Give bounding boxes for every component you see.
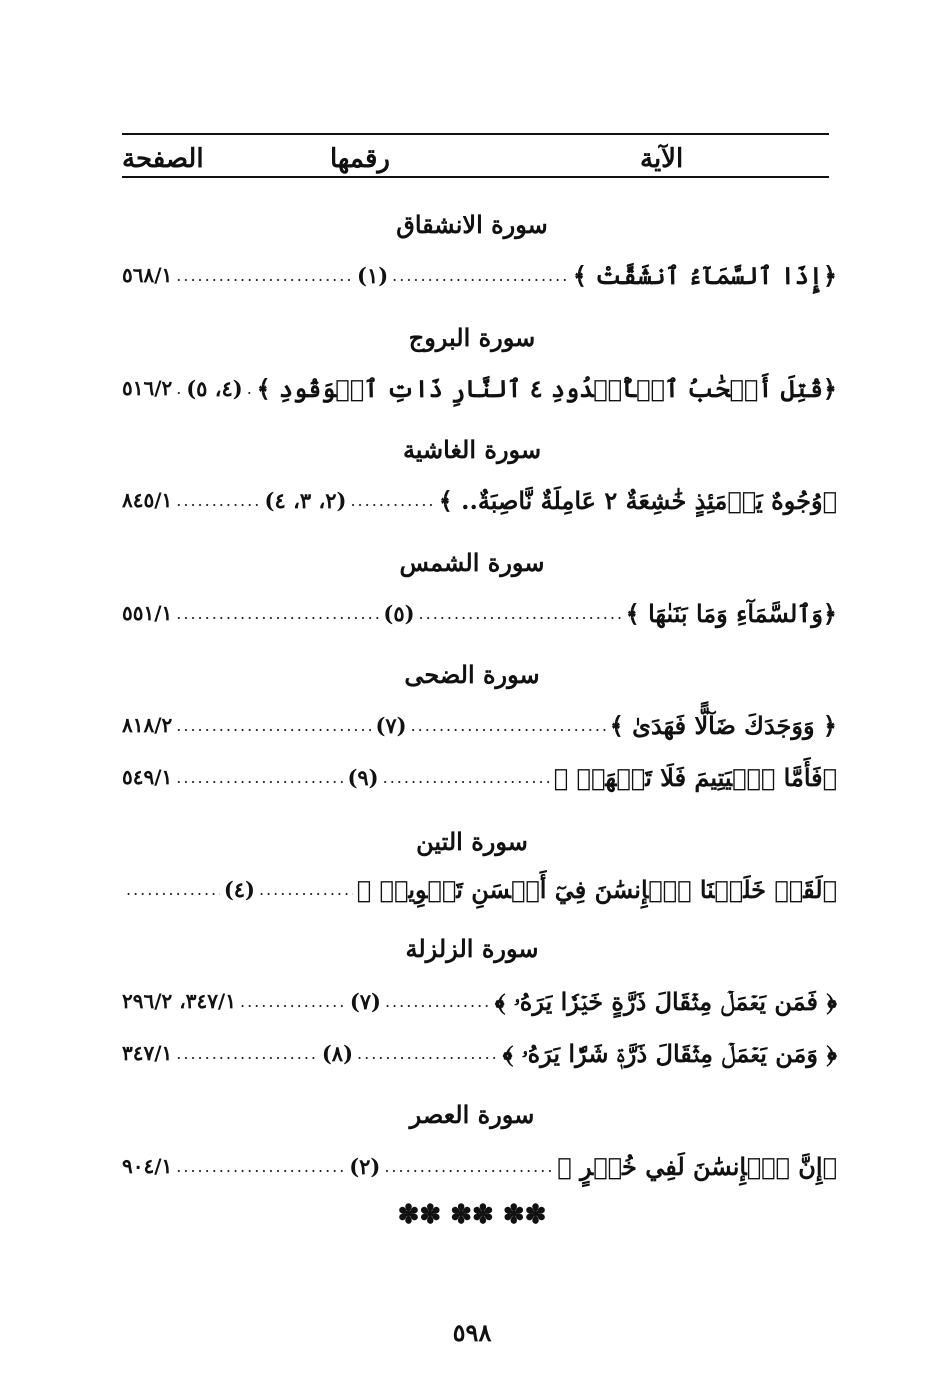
verse-text: ﴿فَأَمَّا ٱلۡيَتِيمَ فَلَا تَقۡهَرۡ ﴾ [553,762,838,792]
verse-number: (٢، ٣، ٤) [264,487,347,513]
index-row [122,871,837,907]
leader-dots [176,491,260,510]
verse-text: ﴿إِنَّ ٱلۡإِنسَٰنَ لَفِي خُسۡرٍ ﴾ [557,1151,837,1181]
verse-text: ﴿وُجُوهٌ يَوۡمَئِذٍ خَٰشِعَةٌ ٢ عَامِلَةٌ نَّاصِبَةٌ.. ﴾ [438,485,837,515]
verse-text: ﴿ وَمَن يَعۡمَلۡ مِثۡقَالَ ذَرَّةٖ شَرّٗا يَرَهُۥ ﴾ [502,1038,837,1068]
index-row [122,595,837,631]
verse-number: (٢) [349,1153,381,1179]
leader-dots [176,1157,345,1176]
index-row [122,1148,837,1184]
column-header-page: الصفحة [122,144,204,174]
leader-dots [176,1044,318,1063]
index-row [122,370,837,406]
page-reference: ٨١٨/٢ [122,713,173,737]
index-row [122,983,837,1019]
page-reference: ٣٤٧/١ [122,1041,173,1065]
leader-dots [259,880,353,899]
surah-title-inshiqaq: سورة الانشقاق [396,210,548,239]
verse-text: ﴿لَقَدۡ خَلَقۡنَا ٱلۡإِنسَٰنَ فِيٓ أَحۡسَنِ تَقۡوِيمٖ ﴾ [356,874,837,904]
page-number: ٥٩٨ [452,1318,492,1347]
page-reference: ٩٠٤/١ [122,1154,173,1178]
leader-dots [126,880,220,899]
column-header-number: رقمها [330,144,390,174]
section-end-ornament: ✽✽ ✽✽ ✽✽ [397,1200,547,1230]
leader-dots [176,604,379,623]
verse-text: ﴿ فَمَن يَعۡمَلۡ مِثۡقَالَ ذَرَّةٍ خَيۡرٗا يَرَهُۥ ﴾ [494,986,837,1016]
leader-dots [411,716,606,735]
page-reference: ٨٤٥/١ [122,488,173,512]
leader-dots [419,604,622,623]
verse-number: (٨) [321,1040,354,1066]
verse-number: (٤) [223,876,255,902]
leader-dots [240,992,346,1011]
leader-dots [385,992,491,1011]
page-reference: ٣٤٧/١، ٢٩٦/٢ [122,989,236,1013]
leader-dots [357,1044,499,1063]
page-reference: ٥٤٩/١ [122,765,173,789]
verse-text: ﴿إِذَا ٱلسَّمَآءُ ٱنشَقَّتْ ﴾ [572,260,838,290]
page-reference: ٥٥١/١ [122,601,173,625]
index-row [122,707,837,743]
leader-dots [176,716,371,735]
surah-title-duha: سورة الضحى [404,660,540,689]
surah-title-zalzala: سورة الزلزلة [405,934,539,963]
leader-dots [176,379,182,398]
index-row [122,257,837,293]
verse-number: (١) [357,262,389,288]
leader-dots [176,266,353,285]
verse-number: (٧) [375,712,407,738]
verse-number: (٩) [347,764,379,790]
column-header-verse: الآية [640,144,684,174]
header-top-rule [122,133,829,135]
header-bottom-rule [122,176,829,178]
verse-number: (٧) [349,988,381,1014]
verse-text: ﴿ وَوَجَدَكَ ضَآلًّا فَهَدَىٰ ﴾ [609,710,837,740]
surah-title-asr: سورة العصر [409,1100,535,1129]
surah-title-ghashiya: سورة الغاشية [402,435,542,464]
page-reference: ٥١٦/٢ [122,376,173,400]
verse-number: (٤، ٥) [186,375,243,401]
verse-number: (٥) [383,600,415,626]
surah-title-shams: سورة الشمس [399,548,545,577]
leader-dots [392,266,569,285]
leader-dots [350,491,434,510]
leader-dots [383,768,550,787]
verse-text: ﴿وَٱلسَّمَآءِ وَمَا بَنَىٰهَا ﴾ [625,598,837,628]
verse-text: ﴿قُتِلَ أَصۡحَٰبُ ٱلۡأُخۡدُودِ ٤ ٱلنَّارِ ذَاتِ ٱلۡوَقُودِ ﴾ [256,373,837,403]
surah-title-tin: سورة التين [416,827,528,856]
page-reference: ٥٦٨/١ [122,263,173,287]
index-row [122,1035,837,1071]
leader-dots [176,768,343,787]
leader-dots [384,1157,553,1176]
index-row [122,482,837,518]
surah-title-buruj: سورة البروج [408,323,536,352]
leader-dots [247,379,253,398]
index-row [122,759,837,795]
